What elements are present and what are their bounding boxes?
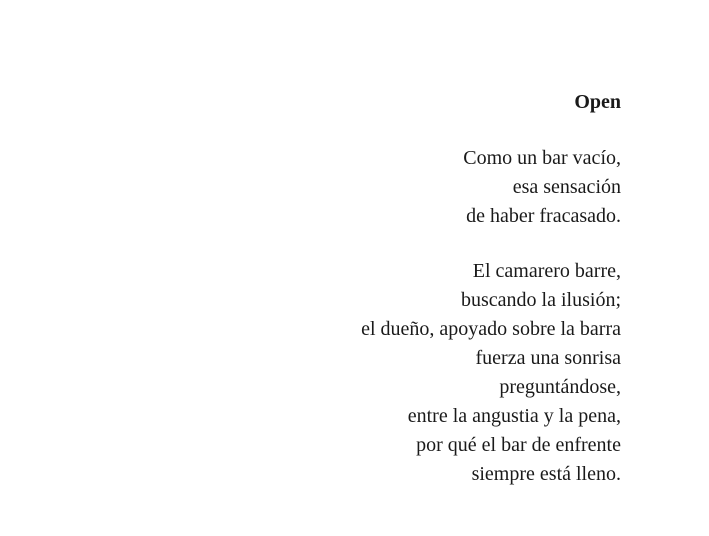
poem-line: por qué el bar de enfrente xyxy=(416,434,621,456)
poem xyxy=(201,88,621,489)
poem-line: El camarero barre, xyxy=(472,260,621,282)
poem-line: Como un bar vacío, xyxy=(463,147,621,169)
poem-title: Open xyxy=(574,91,621,113)
poem-line: preguntándose, xyxy=(499,376,621,398)
poem-line: entre la angustia y la pena, xyxy=(407,405,621,427)
poem-line: de haber fracasado. xyxy=(466,205,621,227)
stanza-2 xyxy=(201,257,621,489)
poem-line: buscando la ilusión; xyxy=(461,289,621,311)
poem-line: siempre está lleno. xyxy=(471,463,621,485)
poem-line: esa sensación xyxy=(512,176,621,198)
stanza-1 xyxy=(201,144,621,231)
poem-line: el dueño, apoyado sobre la barra xyxy=(361,318,621,340)
poem-line: fuerza una sonrisa xyxy=(475,347,621,369)
